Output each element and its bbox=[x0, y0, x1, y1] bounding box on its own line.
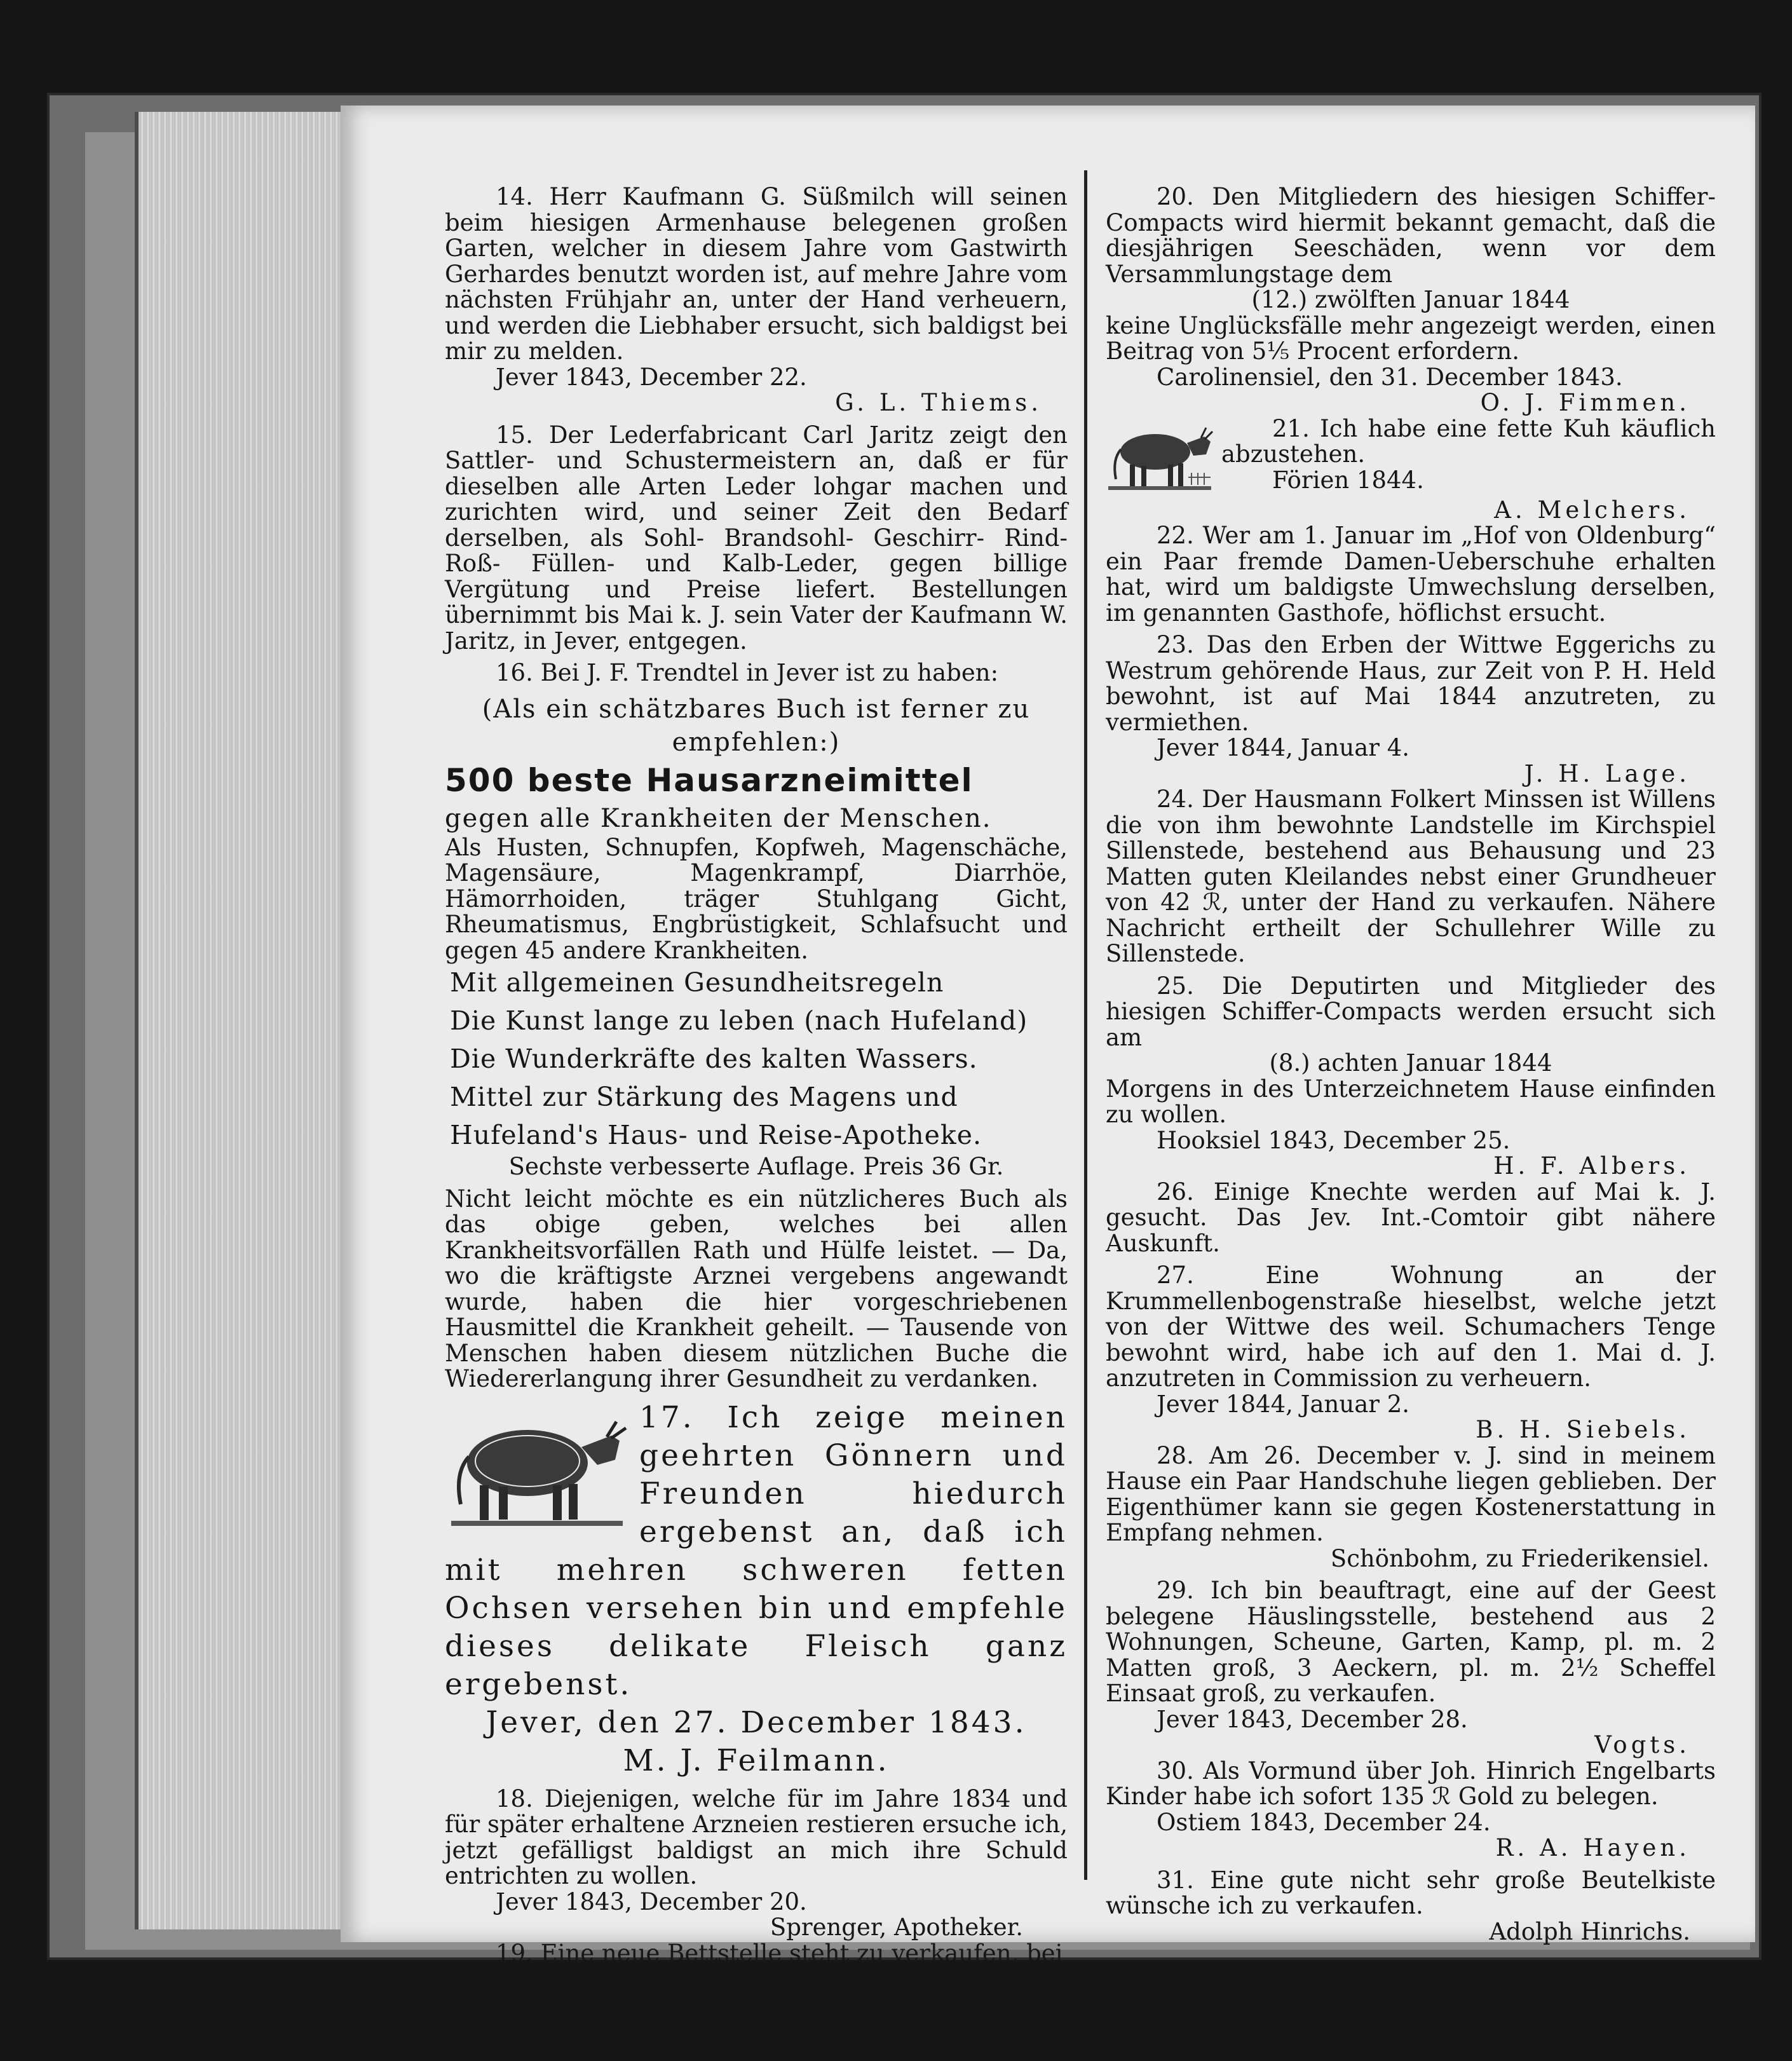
notice-21 bbox=[1106, 416, 1716, 524]
notice-16-paren: (Als ein schätzbares Buch ist ferner zu empfehlen:) bbox=[482, 694, 1031, 757]
book-ad-item: Hufeland's Haus- und Reise-Apotheke. bbox=[450, 1120, 982, 1150]
notice-25-text: 25. Die Deputirten und Mitglieder des hiesigen Schiffer-Compacts werden ersucht sich am bbox=[1106, 972, 1716, 1051]
book-ad-item: Die Wunderkräfte des kalten Wassers. bbox=[450, 1044, 978, 1074]
notice-29-date: Jever 1843, December 28. bbox=[1157, 1705, 1468, 1733]
book-ad-item: Die Kunst lange zu leben (nach Hufeland) bbox=[450, 1005, 1028, 1036]
notice-21-signature: A. Melchers. bbox=[1494, 496, 1690, 524]
ox-woodcut-icon bbox=[445, 1403, 629, 1536]
notice-20-text-2: keine Unglücksfälle mehr angezeigt werden, einen Beitrag von 5⅕ Procent erfordern. bbox=[1106, 311, 1716, 365]
book-ad-item: Mittel zur Stärkung des Magens und bbox=[450, 1082, 958, 1112]
notice-27-date: Jever 1844, Januar 2. bbox=[1157, 1390, 1410, 1418]
notice-29-text: 29. Ich bin beauftragt, eine auf der Geest belegene Häuslingsstelle, bestehend aus 2 Wohnungen, Scheune, Garten, Kamp, pl. m. 2 Matten groß, 3 Aeckern, pl. m. 2½ Scheffel Einsaat groß, zu verkaufen. bbox=[1106, 1577, 1716, 1707]
notice-30-date: Ostiem 1843, December 24. bbox=[1157, 1808, 1491, 1836]
notice-30-text: 30. Als Vormund über Joh. Hinrich Engelbarts Kinder habe ich sofort 135 ℛ Gold zu belegen. bbox=[1106, 1757, 1716, 1810]
notice-30-signature: R. A. Hayen. bbox=[1495, 1834, 1690, 1861]
notice-26-text: 26. Einige Knechte werden auf Mai k. J. gesucht. Das Jev. Int.-Comtoir gibt nähere Auskunft. bbox=[1106, 1178, 1716, 1257]
notice-17-signature: M. J. Feilmann. bbox=[623, 1743, 890, 1778]
notice-20-text: 20. Den Mitgliedern des hiesigen Schiffer-Compacts wird hiermit bekannt gemacht, daß die diesjährigen Seeschäden, wenn vor dem Versammlungstage dem bbox=[1106, 183, 1716, 288]
notice-21-date: Förien 1844. bbox=[1272, 466, 1424, 494]
notice-29-signature: Vogts. bbox=[1594, 1731, 1690, 1758]
notice-14-date: Jever 1843, December 22. bbox=[496, 363, 807, 391]
notice-27-text: 27. Eine Wohnung an der Krummellenbogenstraße hieselbst, welche jetzt von der Wittwe des weil. Schumachers Tenge bewohnt wird, habe ich auf den 1. Mai d. J. anzutreten in Commission zu verheuern. bbox=[1106, 1262, 1716, 1392]
right-column bbox=[1106, 184, 1716, 1945]
notice-17-date: Jever, den 27. December 1843. bbox=[485, 1704, 1027, 1740]
book-ad-body: Als Husten, Schnupfen, Kopfweh, Magenschäche, Magensäure, Magenkrampf, Diarrhöe, Hämorrhoiden, träger Stuhlgang Gicht, Rheumatismus, Engbrüstigkeit, Schlafsucht und gegen 45 andere Krankheiten. bbox=[445, 833, 1068, 964]
book-ad-closing: Nicht leicht möchte es ein nützlicheres Buch als das obige geben, welches bei allen Krankheitsvorfällen Rath und Hülfe leistet. — Da, wo die kräftigste Arznei vergebens angewandt wurde, haben die hier vorgeschriebenen Hausmittel die Krankheit geheilt. — Tausende von Menschen haben diesem nützlichen Buche die Wiedererlangung ihrer Gesundheit zu verdanken. bbox=[445, 1185, 1068, 1392]
notice-14-signature: G. L. Thiems. bbox=[835, 389, 1042, 416]
book-ad-headline: 500 beste Hausarzneimittel bbox=[445, 761, 974, 799]
notice-18-text: 18. Diejenigen, welche für im Jahre 1834 und für später erhaltene Arzneien restieren ersuche ich, jetzt gefälligst baldigst an mich ihre Schuld entrichten zu wollen. bbox=[445, 1785, 1068, 1889]
left-column bbox=[445, 184, 1068, 2018]
notice-25-date-line: (8.) achten Januar 1844 bbox=[1269, 1049, 1552, 1077]
column-rule bbox=[1084, 170, 1087, 1880]
notice-28-text: 28. Am 26. December v. J. sind in meinem Hause ein Paar Handschuhe liegen geblieben. Der Eigenthümer kann sie gegen Kostenerstattung in Empfang nehmen. bbox=[1106, 1441, 1716, 1546]
book-ad-subtitle: gegen alle Krankheiten der Menschen. bbox=[445, 803, 992, 833]
notice-28-signature: Schönbohm, zu Friederikensiel. bbox=[1330, 1544, 1709, 1572]
notice-27-signature: B. H. Siebels. bbox=[1476, 1416, 1690, 1443]
notice-15-text: 15. Der Lederfabricant Carl Jaritz zeigt den Sattler- und Schustermeistern an, daß er für dieselben alle Arten Leder lohgar machen und zurichten wird, und seiner Zeit den Bedarf derselben, als Sohl- Brandsohl- Geschirr- Rind- Roß- Füllen- und Kalb-Leder, gegen billige Vergütung und Preise liefert. Bestellungen übernimmt bis Mai k. J. sein Vater der Kaufmann W. Jaritz, in Jever, entgegen. bbox=[445, 421, 1068, 655]
notice-20-date: Carolinensiel, den 31. December 1843. bbox=[1157, 363, 1623, 391]
notice-16-intro: 16. Bei J. F. Trendtel in Jever ist zu haben: bbox=[496, 659, 999, 686]
notice-20-date-line: (12.) zwölften Januar 1844 bbox=[1251, 286, 1570, 313]
notice-19-name: Krüger, bbox=[698, 1965, 815, 1992]
notice-18-date: Jever 1843, December 20. bbox=[496, 1888, 807, 1915]
notice-25-text-2: Morgens in des Unterzeichnetem Hause einfinden zu wollen. bbox=[1106, 1075, 1716, 1128]
notice-17 bbox=[445, 1399, 1068, 1780]
notice-31-signature: Adolph Hinrichs. bbox=[1489, 1917, 1690, 1945]
notice-31-text: 31. Eine gute nicht sehr große Beutelkiste wünsche ich zu verkaufen. bbox=[1106, 1866, 1716, 1919]
notice-23-date: Jever 1844, Januar 4. bbox=[1157, 734, 1410, 761]
cow-woodcut-icon bbox=[1106, 419, 1214, 495]
notice-25-date: Hooksiel 1843, December 25. bbox=[1157, 1126, 1510, 1154]
notice-23-signature: J. H. Lage. bbox=[1524, 759, 1690, 787]
notice-14-text: 14. Herr Kaufmann G. Süßmilch will seinen beim hiesigen Armenhause belegenen großen Garten, welcher in diesem Jahre vom Gastwirth Gerhardes benutzt worden ist, auf mehre Jahre vom nächsten Frühjahr an, unter der Hand verheuern, und werden die Liebhaber ersucht, sich baldigst bei mir zu melden. bbox=[445, 183, 1068, 365]
notice-17-text: 17. Ich zeige meinen geehrten Gönnern und Freunden hiedurch ergebenst an, daß ich mit mehren schweren fetten Ochsen versehen bin und empfehle dieses delikate Fleisch ganz ergebenst. bbox=[445, 1399, 1068, 1702]
notice-20-signature: O. J. Fimmen. bbox=[1480, 389, 1690, 416]
page-edges bbox=[135, 112, 348, 1929]
notice-19-text: 19. Eine neue Bettstelle steht zu verkaufen, bei bbox=[496, 1939, 1063, 1967]
notice-19-place: auf der Schlacht Bleiche. bbox=[742, 1990, 1042, 2018]
notice-18-signature: Sprenger, Apotheker. bbox=[770, 1914, 1023, 1941]
book-ad-item: Mit allgemeinen Gesundheitsregeln bbox=[450, 967, 944, 998]
notice-23-text: 23. Das den Erben der Wittwe Eggerichs zu Westrum gehörende Haus, zur Zeit von P. H. Held bewohnt, ist auf Mai 1844 anzutreten, zu vermiethen. bbox=[1106, 631, 1716, 736]
book-ad-edition: Sechste verbesserte Auflage. Preis 36 Gr. bbox=[508, 1153, 1004, 1180]
notice-21-text: 21. Ich habe eine fette Kuh käuflich abzustehen. bbox=[1221, 414, 1716, 468]
notice-24-text: 24. Der Hausmann Folkert Minssen ist Willens die von ihm bewohnte Landstelle im Kirchspiel Sillenstede, bestehend aus Behausung und 23 Matten guten Kleilandes nebst einer Grundheuer von 42 ℛ, unter der Hand zu verkaufen. Nähere Nachricht ertheilt der Schullehrer Wille zu Sillenstede. bbox=[1106, 786, 1716, 967]
notice-25-signature: H. F. Albers. bbox=[1493, 1152, 1690, 1180]
notice-22-text: 22. Wer am 1. Januar im „Hof von Oldenburg“ ein Paar fremde Damen-Ueberschuhe erhalten hat, wird um baldigste Umwechslung derselben, im genannten Gasthofe, höflichst ersucht. bbox=[1106, 522, 1716, 627]
